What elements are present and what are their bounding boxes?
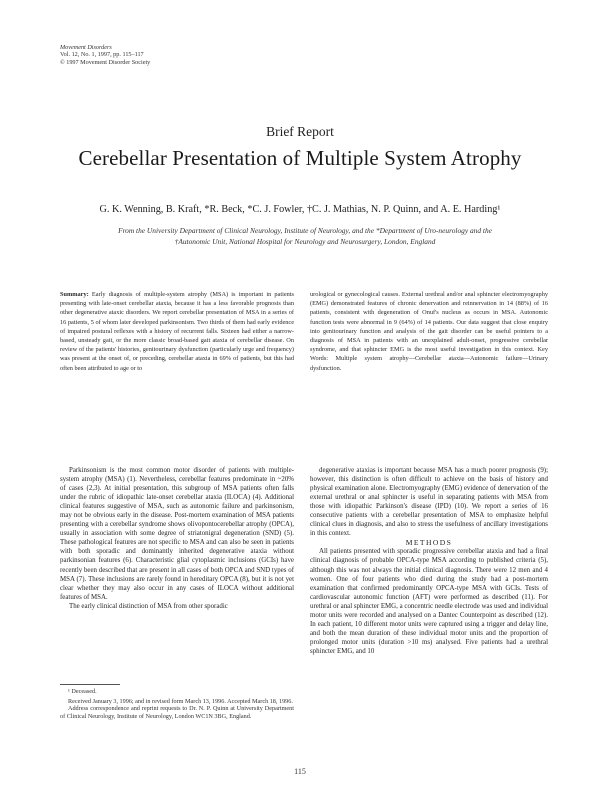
footnotes [60,688,294,720]
affiliation [70,226,540,247]
body-paragraph: The early clinical distinction of MSA from other sporadic [69,602,228,610]
journal-volume: Vol. 12, No. 1, 1997, pp. 115–117 [60,51,144,59]
section-label: Brief Report [266,124,334,139]
footnote: Received January 3, 1996; and in revised form March 13, 1996. Accepted March 18, 1996. [68,697,293,705]
abstract-text: Early diagnosis of multiple-system atrophy (MSA) is important in patients presenting with late-onset cerebellar ataxia, because it has a less favorable prognosis than other degenerative ataxic disorders. We report cerebellar presentation of MSA in a series of 16 patients, 5 of whom later developed parkinsonism. Two thirds of them had early evidence of impaired postural reflexes with a history of recurrent falls. Sixteen had either a narrow-based, unsteady gait, or the more classic broad-based gait ataxia of cerebellar disease. On review of the patients' histories, genitourinary dysfunction (particularly urge and frequency) was present at the onset of, or preceding, cerebellar ataxia in 69% of patients, but this had often been attributed to age or to [60,291,294,372]
abstract-left-column [60,290,294,373]
affiliation-line: †Autonomic Unit, National Hospital for Neurology and Neurosurgery, London, England [174,236,436,246]
body-paragraph: All patients presented with sporadic progressive cerebellar ataxia and had a final clinical diagnosis of probable OPCA-type MSA according to published criteria (5), although this was not always the initial clinical diagnosis. There were 12 men and 4 women. One of four patients who died during the study had a post-mortem examination that confirmed predominantly OPCA-type MSA with GCIs. Tests of cardiovascular autonomic function (AFT) were performed as described (11). For urethral or anal sphincter EMG, a concentric needle electrode was used and individual motor units were recorded and analysed on a Dantec Counterpoint as described (12). In each patient, 10 different motor units were captured using a trigger and delay line, and both the mean duration of these individual motor units and the proportion of prolonged motor units (duration >10 ms) analysed. Five patients had a urethral sphincter EMG, and 10 [310,548,548,655]
body-left-column [60,466,294,611]
journal-name: Movement Disorders [60,44,112,51]
journal-copyright: © 1997 Movement Disorder Society [60,58,151,66]
body-right-column [310,466,548,656]
footnote-rule [60,684,120,685]
affiliation-line: From the University Department of Clinical Neurology, Institute of Neurology, and the *Department of Uro-neurology and the [118,226,492,235]
abstract-right-column [310,290,548,373]
body-paragraph: degenerative ataxias is important because MSA has a much poorer prognosis (9); however, this distinction is often difficult to achieve on the basis of history and physical examination alone. Electromyography (EMG) evidence of denervation of the external urethral or anal sphincter is useful in separating patients with MSA from those with idiopathic Parkinson's disease (IPD) (10). We report a series of 16 consecutive patients with a cerebellar presentation of MSA to emphasize helpful clinical clues in diagnosis, and also to stress the usefulness of ancillary investigations in this context. [310,467,548,538]
author-list: G. K. Wenning, B. Kraft, *R. Beck, *C. J. Fowler, †C. J. Mathias, N. P. Quinn, and A. E. Harding¹ [99,204,501,215]
page-number: 115 [294,767,306,776]
article-title: Cerebellar Presentation of Multiple System Atrophy [78,146,522,170]
journal-header [60,44,150,66]
abstract-lead: Summary: [60,291,89,298]
footnote: Address correspondence and reprint requests to Dr. N. P. Quinn at University Department of Clinical Neurology, Institute of Neurology, London WC1N 3BG, England. [60,705,294,720]
abstract-text: urological or gynecological causes. External urethral and/or anal sphincter electromyography (EMG) demonstrated features of chronic denervation and reinnervation in 14 (88%) of 16 patients, consistent with degeneration of Onuf's nucleus as occurs in MSA. Autonomic function tests were abnormal in 9 (64%) of 14 patients. Our data suggest that close enquiry into genitourinary function and analysis of the gait disorder can be useful pointers to a diagnosis of MSA in patients with an unexplained adult-onset, progressive cerebellar syndrome, and that sphincter EMG is the most useful investigation in this context. Key Words: Multiple system atrophy—Cerebellar ataxia—Autonomic failure—Urinary dysfunction. [310,291,548,372]
methods-heading: METHODS [405,538,453,548]
footnote: ¹ Deceased. [68,688,97,695]
body-paragraph: Parkinsonism is the most common motor disorder of patients with multiple-system atrophy (MSA) (1). Nevertheless, cerebellar features predominate in ~20% of cases (2,3). At initial presentation, this subgroup of MSA patients often falls under the rubric of idiopathic late-onset cerebellar ataxia (ILOCA) (4). Additional clinical features suggestive of MSA, such as autonomic failure and parkinsonism, may not be obvious early in the disease. Post-mortem examination of MSA patients presenting with a cerebellar syndrome shows olivopontocerebellar atrophy (OPCA), usually in association with some degree of striatonigral degeneration (SND) (5). These pathological features are not specific to MSA and can also be seen in patients with both sporadic and dominantly inherited degenerative ataxia without parkinsonian features (6). Characteristic glial cytoplasmic inclusions (GCIs) have recently been described that are present in all cases of both OPCA and SND types of MSA (7). These inclusions are rarely found in hereditary OPCA (8), but it is not yet clear whether they may also occur in any cases of ILOCA without additional features of MSA. [60,467,294,601]
